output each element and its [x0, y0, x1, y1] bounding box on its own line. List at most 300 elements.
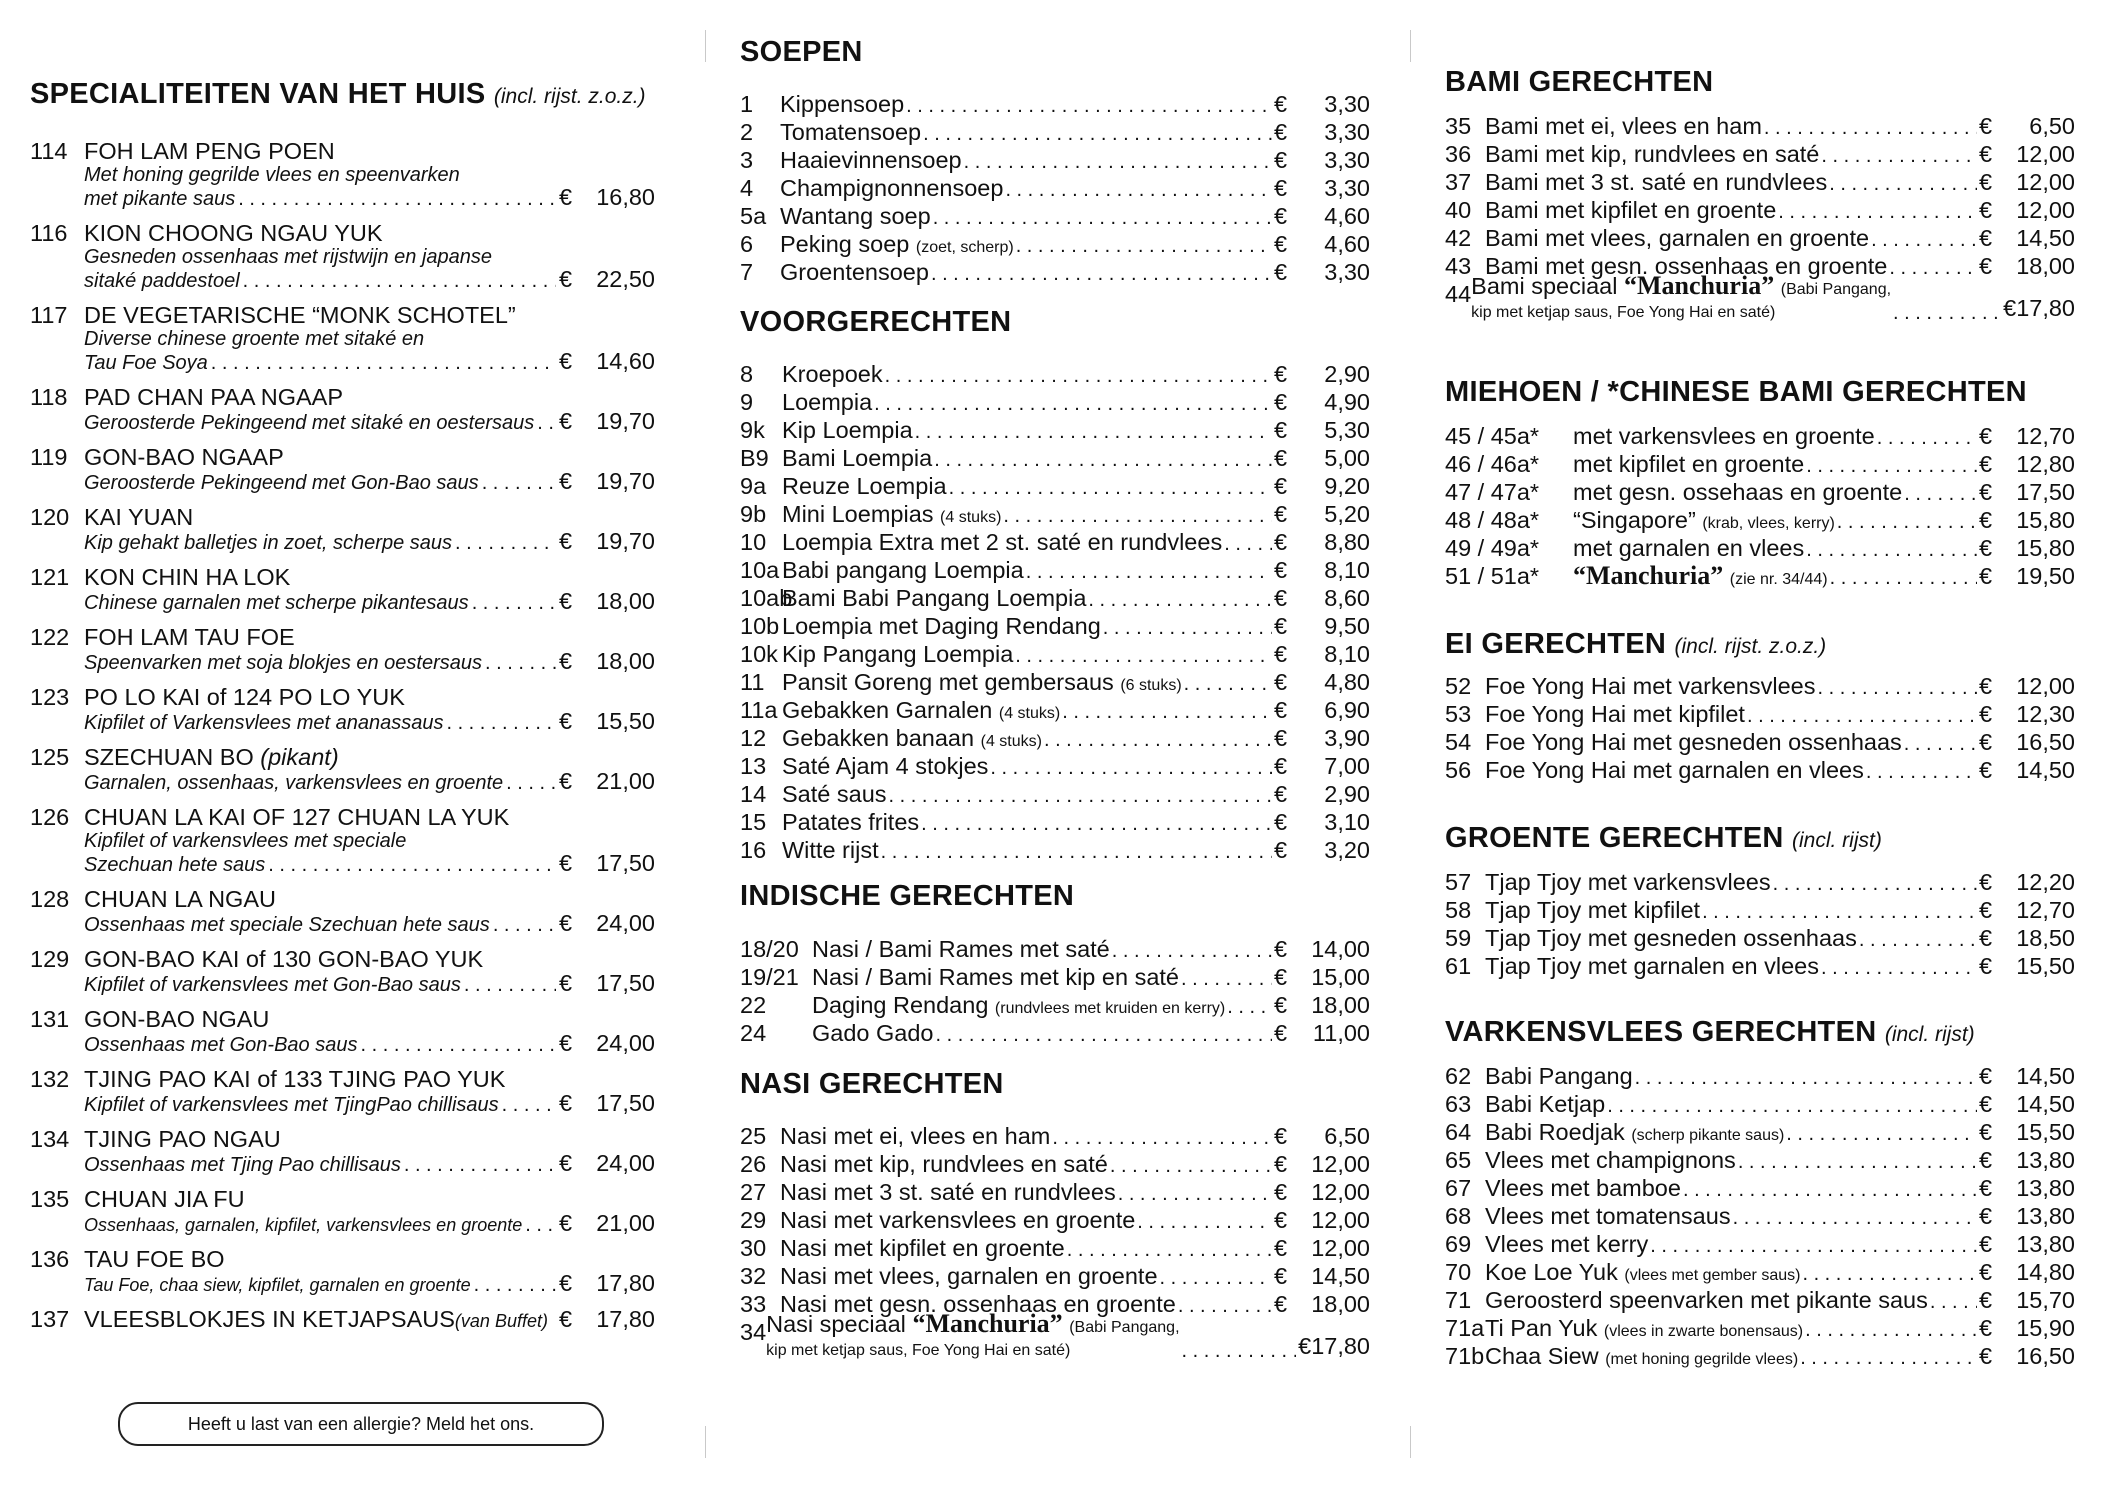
- item-name: [782, 416, 913, 444]
- item-description: [30, 650, 655, 674]
- item-number: 26: [740, 1151, 767, 1177]
- dot-leader: [1702, 898, 1977, 926]
- currency-symbol: €: [1979, 253, 1993, 279]
- currency-symbol: €: [1274, 585, 1288, 611]
- item-number: 22: [740, 992, 767, 1018]
- specialty-head: [30, 946, 655, 972]
- item-price: 14,60: [596, 348, 655, 374]
- item-number: 10b: [740, 613, 780, 639]
- menu-item: [740, 780, 1370, 808]
- item-name: [780, 1150, 1108, 1178]
- menu-item: [740, 556, 1370, 584]
- dot-leader: [502, 1094, 556, 1116]
- item-price: 5,20: [1324, 501, 1370, 527]
- dot-leader: [211, 352, 556, 374]
- dot-leader: [1088, 586, 1272, 614]
- item-name: [780, 90, 904, 118]
- currency-symbol: €: [1274, 1263, 1288, 1289]
- item-number: 18/20: [740, 936, 799, 962]
- dot-leader: [446, 712, 556, 734]
- menu-item: [740, 584, 1370, 612]
- item-number: 119: [30, 444, 68, 470]
- dot-leader: [238, 188, 556, 210]
- menu-item: [740, 472, 1370, 500]
- item-price: 11,00: [1312, 1020, 1370, 1046]
- item-price: 17,50: [2016, 479, 2075, 505]
- item-name: [812, 935, 1110, 963]
- description-text: Kipfilet of Varkensvlees met ananassaus: [84, 712, 444, 734]
- item-number: 42: [1445, 225, 1472, 251]
- dot-leader: [1893, 304, 2001, 322]
- item-name-text: Champignonnensoep: [780, 175, 1004, 201]
- item-name: [1485, 1230, 1648, 1258]
- item-number: 35: [1445, 113, 1472, 139]
- item-price: 4,60: [1324, 203, 1370, 229]
- dot-leader: [1818, 674, 1978, 702]
- item-description: [30, 710, 655, 734]
- item-name-text: Nasi / Bami Rames met saté: [812, 936, 1110, 962]
- menu-item: [740, 258, 1370, 286]
- menu-item: [740, 935, 1370, 963]
- item-price: 12,70: [2016, 423, 2075, 449]
- brand-name: “Manchuria”: [912, 1309, 1063, 1338]
- currency-symbol: €: [1979, 897, 1993, 923]
- description-text: Geroosterde Pekingeend met sitaké en oestersaus: [84, 412, 535, 434]
- menu-item: [740, 1206, 1370, 1234]
- section-title-voorgerechten: VOORGERECHTEN: [740, 306, 1012, 338]
- dot-leader: [1829, 170, 1977, 198]
- item-description: [30, 186, 655, 210]
- menu-item: [1445, 1314, 2075, 1342]
- item-name: [84, 744, 339, 770]
- item-name-text: TJING PAO KAI of 133 TJING PAO YUK: [84, 1066, 506, 1092]
- description-text: Diverse chinese groente met sitaké en: [84, 328, 425, 350]
- dot-leader: [921, 810, 1272, 838]
- item-price: 14,50: [2016, 225, 2075, 251]
- currency-symbol: €: [1979, 479, 1993, 505]
- section-title-text: SPECIALITEITEN VAN HET HUIS: [30, 78, 486, 110]
- item-name-text: Saté Ajam 4 stokjes: [782, 753, 989, 779]
- item-price: 17,80: [1311, 1333, 1370, 1359]
- item-name: [84, 564, 290, 590]
- menu-item: [740, 1122, 1370, 1150]
- currency-symbol: €: [1979, 423, 1993, 449]
- item-price: 14,50: [2016, 1091, 2075, 1117]
- currency-symbol: €: [1274, 964, 1288, 990]
- description-text: Garnalen, ossenhaas, varkensvlees en groente: [84, 772, 504, 794]
- item-name: [1485, 1090, 1605, 1118]
- item-name: [84, 624, 295, 650]
- menu-item: [1445, 140, 2075, 168]
- item-price: 14,00: [1311, 936, 1370, 962]
- dot-leader: [1821, 954, 1977, 982]
- menu-item: [1445, 1174, 2075, 1202]
- item-name-text: CHUAN LA KAI OF 127 CHUAN LA YUK: [84, 804, 510, 830]
- item-price: 7,00: [1324, 753, 1370, 779]
- item-price: 19,70: [596, 408, 655, 434]
- item-line-1: [766, 1310, 1179, 1342]
- currency-symbol: €: [1274, 1235, 1288, 1261]
- item-price: 17,80: [2016, 295, 2075, 321]
- item-number: 43: [1445, 253, 1472, 279]
- menu-item: [1445, 422, 2075, 450]
- item-description: [30, 912, 655, 936]
- item-number: 71b: [1445, 1343, 1485, 1369]
- menu-item: [1445, 1118, 2075, 1146]
- item-note: (4 stuks): [980, 733, 1042, 750]
- dot-leader: [243, 270, 556, 292]
- item-number: 136: [30, 1246, 70, 1272]
- currency-symbol: €: [1274, 781, 1288, 807]
- item-description: [30, 268, 655, 292]
- dot-leader: [885, 362, 1272, 390]
- dot-leader: [1733, 1204, 1977, 1232]
- item-price: 15,50: [2016, 953, 2075, 979]
- currency-symbol: €: [1979, 1231, 1993, 1257]
- item-name: [782, 584, 1086, 612]
- dot-leader: [1015, 642, 1272, 670]
- item-number: 19/21: [740, 964, 799, 990]
- item-name-text: Bami met ei, vlees en ham: [1485, 113, 1762, 139]
- item-name-text: Vlees met kerry: [1485, 1231, 1649, 1257]
- item-number: 9: [740, 389, 754, 415]
- menu-item: [1445, 168, 2075, 196]
- currency-symbol: €: [1274, 147, 1288, 173]
- section-title-varkensvlees: [1445, 1016, 1975, 1049]
- item-name-text: KON CHIN HA LOK: [84, 564, 291, 590]
- item-name-text: KION CHOONG NGAU YUK: [84, 220, 383, 246]
- specialty-item: [30, 1186, 655, 1236]
- item-price: 16,80: [596, 184, 655, 210]
- item-number: 46 / 46a*: [1445, 451, 1540, 477]
- menu-item: [740, 202, 1370, 230]
- item-name: [1485, 1286, 1928, 1314]
- description-text: Kipfilet of varkensvlees met Gon-Bao saus: [84, 974, 461, 996]
- currency-symbol: €: [1979, 451, 1993, 477]
- currency-symbol: €: [1979, 1175, 1993, 1201]
- item-number: 8: [740, 361, 754, 387]
- item-name-text: Bami met kip, rundvlees en saté: [1485, 141, 1820, 167]
- currency-symbol: €: [2003, 295, 2017, 321]
- currency-symbol: €: [1979, 1287, 1993, 1313]
- dot-leader: [1773, 870, 1977, 898]
- currency-symbol: €: [559, 1030, 573, 1056]
- dot-leader: [268, 854, 556, 876]
- item-price: 18,50: [2016, 925, 2075, 951]
- item-name: [780, 118, 921, 146]
- item-number: 1: [740, 91, 754, 117]
- dot-leader: [1178, 1292, 1272, 1320]
- item-name: [84, 302, 516, 328]
- item-name: [1573, 450, 1804, 478]
- item-price: 24,00: [596, 910, 655, 936]
- item-name-text: Bami met 3 st. saté en rundvlees: [1485, 169, 1828, 195]
- menu-item: [740, 444, 1370, 472]
- item-name: [1471, 272, 1891, 322]
- item-note: (4 stuks): [940, 509, 1002, 526]
- item-name: [780, 1178, 1116, 1206]
- description-text: sitaké paddestoel: [84, 270, 240, 292]
- item-number: 34: [740, 1319, 767, 1345]
- menu-item: [1445, 1146, 2075, 1174]
- item-name: [1485, 952, 1819, 980]
- item-number: 7: [740, 259, 754, 285]
- menu-item: [1445, 1090, 2075, 1118]
- dot-leader: [1877, 424, 1977, 452]
- specialty-head: [30, 220, 655, 246]
- item-number: 10k: [740, 641, 778, 667]
- item-name: [84, 1006, 269, 1032]
- item-name: [782, 640, 1013, 668]
- item-number: 15: [740, 809, 767, 835]
- miehoen-list: [1445, 422, 2075, 590]
- item-name-text: met varkensvlees en groente: [1573, 423, 1875, 449]
- item-name-text: Tomatensoep: [780, 119, 922, 145]
- item-name-text: Kip Pangang Loempia: [782, 641, 1014, 667]
- currency-symbol: €: [1979, 141, 1993, 167]
- item-price: 17,80: [596, 1270, 655, 1296]
- item-price: 13,80: [2016, 1231, 2075, 1257]
- voorgerechten-list: [740, 360, 1370, 864]
- item-name: [782, 388, 872, 416]
- currency-symbol: €: [559, 1306, 573, 1332]
- currency-symbol: €: [559, 850, 573, 876]
- item-price: 2,90: [1324, 781, 1370, 807]
- menu-item: [740, 118, 1370, 146]
- menu-item: [740, 836, 1370, 864]
- currency-symbol: €: [1274, 557, 1288, 583]
- dot-leader: [1062, 698, 1272, 726]
- item-description: [30, 328, 655, 350]
- item-number: 56: [1445, 757, 1472, 783]
- currency-symbol: €: [1274, 361, 1288, 387]
- item-name: [782, 360, 883, 388]
- currency-symbol: €: [559, 910, 573, 936]
- item-name: [782, 612, 1101, 640]
- item-name-text: GON-BAO NGAU: [84, 1006, 270, 1032]
- currency-symbol: €: [1979, 169, 1993, 195]
- dot-leader: [934, 446, 1272, 474]
- item-note: (Babi Pangang,: [1780, 281, 1892, 298]
- item-price: 16,50: [2016, 1343, 2075, 1369]
- menu-item: [1445, 672, 2075, 700]
- menu-item: [1445, 868, 2075, 896]
- currency-symbol: €: [1274, 1123, 1288, 1149]
- description-text: Kip gehakt balletjes in zoet, scherpe saus: [84, 532, 452, 554]
- specialty-head: [30, 138, 655, 164]
- item-number: 45 / 45a*: [1445, 423, 1540, 449]
- item-price: 13,80: [2016, 1175, 2075, 1201]
- item-name-text: Ti Pan Yuk: [1485, 1315, 1598, 1341]
- item-name-text: Tjap Tjoy met gesneden ossenhaas: [1485, 925, 1857, 951]
- dot-leader: [1103, 614, 1272, 642]
- specialty-head: [30, 564, 655, 590]
- item-description: [30, 1032, 655, 1056]
- item-number: 131: [30, 1006, 70, 1032]
- item-number: 11a: [740, 697, 778, 723]
- item-name: [780, 202, 931, 230]
- item-price: 6,50: [1324, 1123, 1370, 1149]
- item-price: 24,00: [596, 1150, 655, 1176]
- dot-leader: [474, 1274, 556, 1296]
- currency-symbol: €: [1979, 1203, 1993, 1229]
- specialty-item: [30, 946, 655, 996]
- dot-leader: [1806, 452, 1977, 480]
- item-number: 58: [1445, 897, 1472, 923]
- specialty-head: [30, 302, 655, 328]
- item-note: (zoet, scherp): [915, 239, 1014, 256]
- specialty-item: [30, 444, 655, 494]
- item-name: [1485, 728, 1902, 756]
- specialty-head: [30, 624, 655, 650]
- dot-leader: [472, 592, 556, 614]
- dot-leader: [889, 782, 1272, 810]
- item-name: [812, 1019, 934, 1047]
- menu-item: [740, 174, 1370, 202]
- dot-leader: [1182, 1342, 1297, 1360]
- dot-leader: [1026, 558, 1272, 586]
- item-name-text: Bami Babi Pangang Loempia: [782, 585, 1087, 611]
- item-note: (4 stuks): [998, 705, 1061, 722]
- specialiteiten-list: [30, 138, 655, 1344]
- item-name-text: GON-BAO KAI of 130 GON-BAO YUK: [84, 946, 484, 972]
- item-price: 8,10: [1324, 641, 1370, 667]
- dot-leader: [1137, 1208, 1272, 1236]
- item-number: 121: [30, 564, 70, 590]
- currency-symbol: €: [559, 648, 573, 674]
- item-name: [782, 472, 947, 500]
- item-name-text: Mini Loempias: [782, 501, 934, 527]
- specialty-item: [30, 1306, 655, 1334]
- item-number: 68: [1445, 1203, 1472, 1229]
- item-name-text: CHUAN JIA FU: [84, 1186, 245, 1212]
- menu-item: [740, 90, 1370, 118]
- item-name-text: Patates frites: [782, 809, 920, 835]
- item-note: (krab, vlees, kerry): [1702, 515, 1835, 532]
- item-name: [1485, 140, 1819, 168]
- menu-item: [1445, 756, 2075, 784]
- item-note: (vlees met gember saus): [1624, 1267, 1801, 1284]
- item-number: 9b: [740, 501, 767, 527]
- currency-symbol: €: [1274, 992, 1288, 1018]
- item-number: 29: [740, 1207, 767, 1233]
- currency-symbol: €: [1274, 809, 1288, 835]
- dot-leader: [949, 474, 1272, 502]
- menu-item: [740, 991, 1370, 1019]
- item-number: 117: [30, 302, 68, 328]
- item-price: 14,80: [2016, 1259, 2075, 1285]
- currency-symbol: €: [1274, 231, 1288, 257]
- dot-leader: [1805, 1316, 1977, 1344]
- item-name-text: Nasi / Bami Rames met kip en saté: [812, 964, 1179, 990]
- item-number: 16: [740, 837, 767, 863]
- currency-symbol: €: [1274, 501, 1288, 527]
- item-number: 3: [740, 147, 754, 173]
- specialty-item: [30, 744, 655, 794]
- currency-symbol: €: [1979, 1259, 1993, 1285]
- description-text: Ossenhaas met Gon-Bao saus: [84, 1034, 358, 1056]
- section-title-nasi: NASI GERECHTEN: [740, 1068, 1004, 1100]
- dot-leader: [1859, 926, 1977, 954]
- section-title-indische: INDISCHE GERECHTEN: [740, 880, 1075, 912]
- dot-leader: [906, 92, 1272, 120]
- item-number: 69: [1445, 1231, 1472, 1257]
- item-number: 65: [1445, 1147, 1472, 1173]
- item-number: 135: [30, 1186, 70, 1212]
- item-price: 22,50: [596, 266, 655, 292]
- specialty-head: [30, 684, 655, 710]
- item-description: [30, 1212, 655, 1236]
- menu-item: [740, 963, 1370, 991]
- item-name-text: Babi Roedjak: [1485, 1119, 1625, 1145]
- item-name-text: Wantang soep: [780, 203, 931, 229]
- description-text: Speenvarken met soja blokjes en oestersaus: [84, 652, 483, 674]
- specialty-head: [30, 444, 655, 470]
- item-price: 17,50: [596, 970, 655, 996]
- item-description: [30, 470, 655, 494]
- item-note: (Babi Pangang,: [1069, 1319, 1180, 1336]
- item-number: 24: [740, 1020, 767, 1046]
- item-price: 4,80: [1324, 669, 1370, 695]
- specialty-head: [30, 744, 655, 770]
- currency-symbol: €: [1979, 507, 1993, 533]
- currency-symbol: €: [1274, 119, 1288, 145]
- dot-leader: [936, 1021, 1272, 1049]
- item-name-text: met garnalen en vlees: [1573, 535, 1805, 561]
- item-number: 32: [740, 1263, 767, 1289]
- currency-symbol: €: [1274, 753, 1288, 779]
- dot-leader: [404, 1154, 556, 1176]
- brand-name: “Manchuria”: [1573, 561, 1724, 590]
- dot-leader: [485, 652, 556, 674]
- item-name-text: Babi Pangang: [1485, 1063, 1633, 1089]
- currency-symbol: €: [559, 1150, 573, 1176]
- menu-item: [1445, 196, 2075, 224]
- dot-leader: [1889, 254, 1977, 282]
- item-name-text: Loempia Extra met 2 st. saté en rundvlees: [782, 529, 1223, 555]
- item-number: 10: [740, 529, 767, 555]
- dot-leader: [931, 260, 1272, 288]
- item-name-text: Vlees met champignons: [1485, 1147, 1736, 1173]
- description-text: Gesneden ossenhaas met rijstwijn en japanse: [84, 246, 493, 268]
- currency-symbol: €: [1979, 1315, 1993, 1341]
- item-number: 62: [1445, 1063, 1472, 1089]
- dot-leader: [1112, 937, 1272, 965]
- item-name: [1573, 422, 1875, 450]
- item-name: [84, 1186, 245, 1212]
- menu-item: [740, 230, 1370, 258]
- item-price: 17,80: [596, 1306, 655, 1332]
- item-number: 53: [1445, 701, 1472, 727]
- menu-item: [1445, 224, 2075, 252]
- dot-leader: [1110, 1152, 1272, 1180]
- item-number: 120: [30, 504, 70, 530]
- item-name-text: GON-BAO NGAAP: [84, 444, 284, 470]
- menu-item-special: [1445, 271, 2075, 322]
- item-number: 125: [30, 744, 70, 770]
- menu-item: [740, 500, 1370, 528]
- specialty-item: [30, 624, 655, 674]
- currency-symbol: €: [1274, 417, 1288, 443]
- description-text: Kipfilet of varkensvlees met speciale: [84, 830, 407, 852]
- menu-item: [1445, 534, 2075, 562]
- dot-leader: [1830, 564, 1977, 592]
- item-name-text: Vlees met tomatensaus: [1485, 1203, 1731, 1229]
- menu-item: [1445, 1230, 2075, 1258]
- item-description: [30, 1152, 655, 1176]
- specialty-item: [30, 564, 655, 614]
- dot-leader: [1738, 1148, 1977, 1176]
